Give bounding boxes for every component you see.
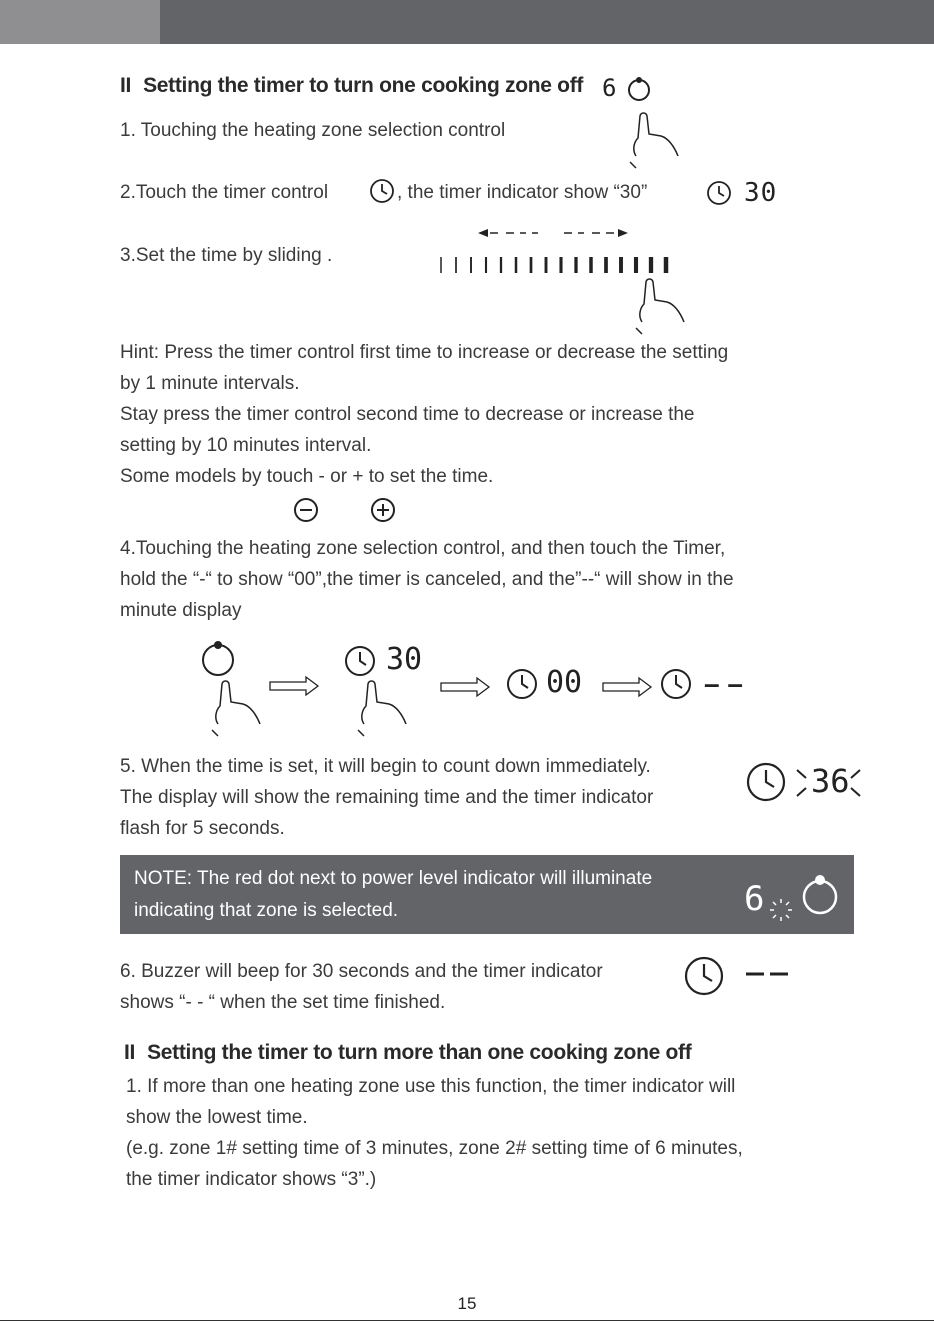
clock-icon bbox=[369, 178, 397, 206]
clock-icon bbox=[706, 180, 734, 208]
clock-icon bbox=[344, 645, 378, 679]
section2-line-4: the timer indicator shows “3”.) bbox=[126, 1169, 377, 1190]
header-bar-left bbox=[0, 0, 160, 44]
timer-display-36: 36 bbox=[811, 762, 850, 800]
timer-display-30: 30 bbox=[744, 178, 778, 208]
section2-heading bbox=[124, 1041, 691, 1065]
power-ring-icon bbox=[800, 871, 842, 917]
step2-text-a: 2.Touch the timer control bbox=[120, 182, 329, 203]
header-bar-right bbox=[160, 0, 934, 44]
timer-dashes-icon bbox=[744, 968, 792, 980]
step4-line-1: 4.Touching the heating zone selection control, and then touch the Timer, bbox=[120, 538, 726, 559]
red-dot-flash-icon bbox=[768, 897, 794, 923]
hint-line-5: Some models by touch - or + to set the time. bbox=[120, 466, 494, 487]
note-line-2: indicating that zone is selected. bbox=[134, 900, 399, 921]
flash-left-icon bbox=[794, 767, 812, 799]
minus-icon bbox=[293, 497, 321, 525]
section1-heading-text: Setting the timer to turn one cooking zone off bbox=[143, 74, 584, 97]
timer-display-30: 30 bbox=[386, 642, 423, 677]
note-text bbox=[134, 863, 652, 927]
power-ring-icon bbox=[626, 76, 656, 104]
note-box bbox=[120, 855, 854, 934]
section2-heading-text: Setting the timer to turn more than one cooking zone off bbox=[147, 1041, 692, 1064]
slider-control[interactable] bbox=[438, 255, 674, 275]
heading-power-level-display: 6 bbox=[602, 74, 617, 102]
page-number: 15 bbox=[457, 1294, 477, 1313]
flash-right-icon bbox=[846, 767, 864, 799]
step5-line-3: flash for 5 seconds. bbox=[120, 818, 285, 839]
step5-line-2: The display will show the remaining time and the timer indicator bbox=[120, 787, 654, 808]
step5-line-1: 5. When the time is set, it will begin to count down immediately. bbox=[120, 756, 651, 777]
touch-hand-icon bbox=[626, 112, 682, 172]
section2-line-3: (e.g. zone 1# setting time of 3 minutes, zone 2# setting time of 6 minutes, bbox=[126, 1138, 743, 1159]
clock-icon bbox=[506, 668, 540, 702]
hint-line-1: Hint: Press the timer control first time to increase or decrease the setting bbox=[120, 342, 729, 363]
clock-icon bbox=[660, 668, 694, 702]
plus-icon bbox=[370, 497, 398, 525]
arrow-right-icon bbox=[601, 677, 653, 697]
timer-display-00: 00 bbox=[546, 665, 583, 700]
section2-line-2: show the lowest time. bbox=[126, 1107, 308, 1128]
note-line-1: NOTE: The red dot next to power level indicator will illuminate bbox=[134, 868, 653, 889]
power-ring-icon bbox=[200, 636, 240, 676]
hint-line-4: setting by 10 minutes interval. bbox=[120, 435, 372, 456]
touch-hand-icon bbox=[632, 278, 688, 338]
slide-direction-arrows-icon bbox=[474, 226, 634, 240]
bottom-rule bbox=[0, 1320, 934, 1321]
timer-display-dashes: – – bbox=[704, 668, 743, 699]
step4-line-2: hold the “-“ to show “00”,the timer is canceled, and the”--“ will show in the bbox=[120, 569, 734, 590]
step2-text-b: , the timer indicator show “30” bbox=[397, 182, 648, 203]
note-power-level-display: 6 bbox=[744, 879, 765, 919]
step3-text: 3.Set the time by sliding . bbox=[120, 245, 333, 266]
step1-text: 1. Touching the heating zone selection control bbox=[120, 120, 506, 141]
step6-line-1: 6. Buzzer will beep for 30 seconds and the timer indicator bbox=[120, 961, 603, 982]
section2-line-1: 1. If more than one heating zone use this function, the timer indicator will bbox=[126, 1076, 736, 1097]
hint-line-3: Stay press the timer control second time to decrease or increase the bbox=[120, 404, 695, 425]
arrow-right-icon bbox=[439, 677, 491, 697]
touch-hand-icon bbox=[354, 680, 410, 740]
clock-icon bbox=[746, 762, 788, 804]
section1-heading bbox=[120, 74, 583, 98]
touch-hand-icon bbox=[208, 680, 264, 740]
section2-bullet: II bbox=[124, 1041, 136, 1064]
section1-bullet: II bbox=[120, 74, 132, 97]
step4-line-3: minute display bbox=[120, 600, 242, 621]
step6-line-2: shows “- - “ when the set time finished. bbox=[120, 992, 446, 1013]
clock-icon bbox=[684, 956, 726, 998]
hint-line-2: by 1 minute intervals. bbox=[120, 373, 300, 394]
arrow-right-icon bbox=[268, 676, 320, 696]
